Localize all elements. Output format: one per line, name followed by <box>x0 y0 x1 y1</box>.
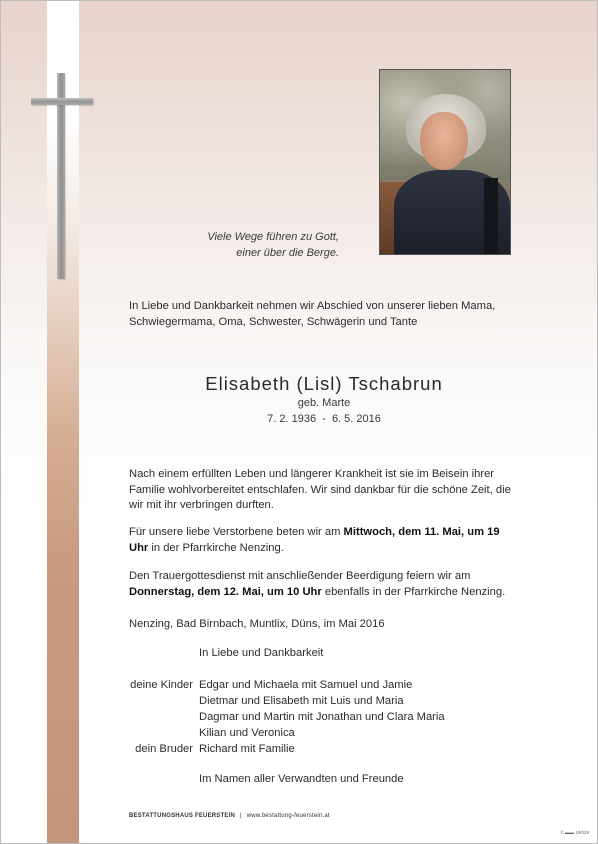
mourner-label <box>111 709 199 725</box>
mourner-entry: Richard mit Familie <box>199 743 295 755</box>
life-dates: 7. 2. 1936 - 6. 5. 2016 <box>267 413 381 425</box>
funeral-time: Donnerstag, dem 12. Mai, um 10 Uhr <box>129 585 322 598</box>
deceased-name: Elisabeth (Lisl) Tschabrun <box>205 373 443 394</box>
mourner-entry: Dagmar und Martin mit Jonathan und Clara Maria <box>199 711 445 723</box>
mourner-label: deine Kinder <box>130 679 193 691</box>
place-date: Nenzing, Bad Birnbach, Muntlix, Düns, im Mai 2016 <box>129 618 385 630</box>
paragraph-prayer <box>129 525 519 556</box>
prayer-time: Mittwoch, dem 11. Mai, um 19 Uhr <box>129 526 500 554</box>
quote-line-1: Viele Wege führen zu Gott, <box>207 231 339 243</box>
funeral-pre: Den Trauergottesdienst mit anschließender Beerdigung feiern wir am <box>129 570 471 582</box>
prayer-pre: Für unsere liebe Verstorbene beten wir am <box>129 526 344 538</box>
mourner-entry: Edgar und Michaela mit Samuel und Jamie <box>199 679 413 691</box>
footer-brand: BESTATTUNGSHAUS FEUERSTEIN <box>129 813 235 819</box>
prayer-post: in der Pfarrkirche Nenzing. <box>148 541 284 554</box>
intro-text: In Liebe und Dankbarkeit nehmen wir Abschied von unserer lieben Mama, Schwiegermama, Oma, Schwester, Schwägerin und Tante <box>129 300 496 328</box>
footer-separator: | <box>239 813 242 819</box>
funeral-post: ebenfalls in der Pfarrkirche Nenzing. <box>321 585 506 598</box>
paragraph-funeral <box>129 569 519 600</box>
mourner-label: dein Bruder <box>135 743 193 755</box>
print-code: © ▬▬ 19/029 <box>560 830 589 835</box>
mourner-entry: Dietmar und Elisabeth mit Luis und Maria <box>199 695 404 707</box>
mourner-label <box>111 725 199 741</box>
footer <box>129 813 330 819</box>
mourner-label <box>111 693 199 709</box>
mourners-opening: In Liebe und Dankbarkeit <box>199 647 324 659</box>
paragraph-passing: Nach einem erfüllten Leben und längerer Krankheit ist sie im Beisein ihrer Familie wohlvorbereitet entschlafen. Wir sind dankbar für die schöne Zeit, die wir mit ihr verbringen durften. <box>129 468 511 511</box>
cross-icon-beam <box>31 98 93 105</box>
deceased-block <box>129 373 519 427</box>
birth-name: geb. Marte <box>297 397 351 409</box>
mourners-closing: Im Namen aller Verwandten und Freunde <box>199 773 404 785</box>
mourner-entry: Kilian und Veronica <box>199 727 295 739</box>
mourners-list <box>111 645 531 787</box>
footer-url[interactable]: www.bestattung-feuerstein.at <box>246 813 330 819</box>
portrait-photo <box>379 69 511 255</box>
quote <box>207 229 339 261</box>
quote-line-2: einer über die Berge. <box>236 247 339 259</box>
